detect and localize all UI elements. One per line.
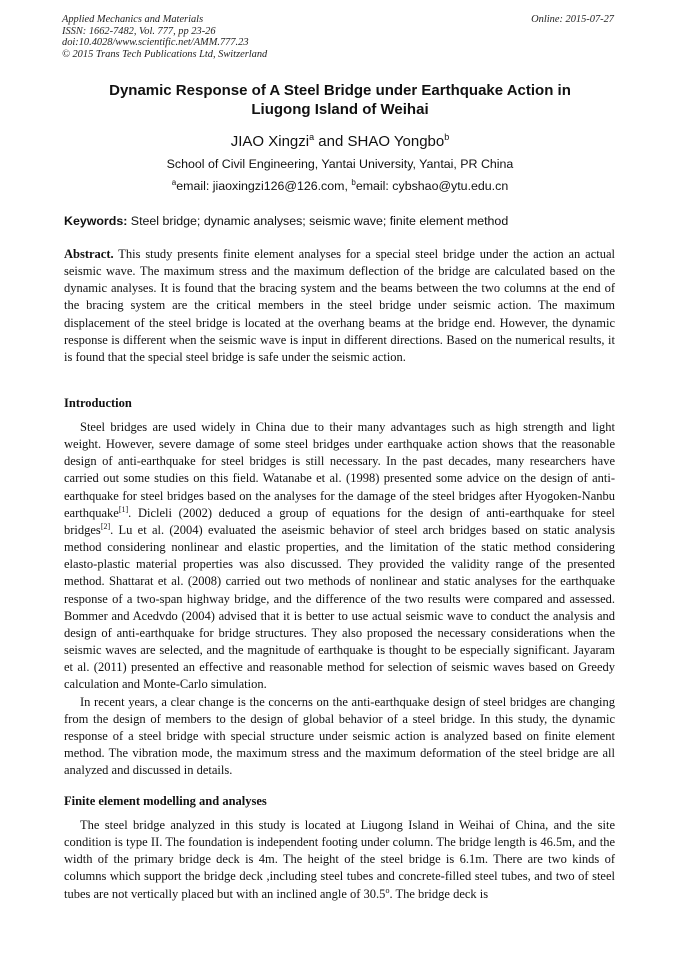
- citation-1: [1]: [118, 504, 129, 514]
- intro-p1-text-a: Steel bridges are used widely in China due to their many advantages such as high strength and light weight. However, severe damage of some steel bridges under earthquake action shows that the reasonable design of anti-earthquake for steel bridges is still necessary. In the past decades, many researchers have carried out some studies on this field. Watanabe et al. (1998) presented some advice on the design of anti-earthquake for steel bridges based on the analyses for the damage of the steel bridges after Hyogoken-Nanbu earthquake: [64, 420, 615, 520]
- fem-p1-text-b: . The bridge deck is: [389, 886, 489, 901]
- abstract: [64, 246, 615, 366]
- intro-paragraph-1: [64, 419, 615, 694]
- paper-title: [64, 81, 616, 119]
- email-a-sup: a: [171, 178, 177, 187]
- degree-sup: o: [385, 885, 390, 895]
- fem-paragraph-1: [64, 817, 615, 903]
- journal-header: [62, 14, 622, 60]
- online-date: Online: 2015-07-27: [531, 14, 614, 25]
- keywords: [64, 213, 616, 229]
- email-a: email: jiaoxingzi126@126.com,: [176, 179, 352, 193]
- email-b: email: cybshao@ytu.edu.cn: [355, 179, 509, 193]
- intro-p1-text-b: . Dicleli (2002) deduced a group of equations for the design of anti-earthquake for steel bridges: [64, 505, 615, 537]
- author-1-sup: a: [309, 132, 315, 142]
- intro-p1-text-c: . Lu et al. (2004) evaluated the aseismic behavior of steel arch bridges based on static analysis method considering nonlinear and elastic properties, and the limitation of the static method considering elasto-plastic material properties was also discussed. They provided the validity range of the presented method. Shattarat et al. (2008) carried out two methods of nonlinear and static analyses for the earthquake response of a two-span highway bridge, and the difference of the two results were compared and assessed. Bommer and Acedvdo (2004) advised that it is better to use actual seismic wave to conduct the analysis and design of anti-earthquake for bridge structures. They also proposed the necessary considerations when the seismic waves are selected, and the magnitude of earthquake is thought to be especially significant. Jayaram et al. (2011) presented an effective and reasonable method for selection of seismic waves based on Greedy calculation and Monte-Carlo simulation.: [64, 522, 615, 692]
- doi-line: doi:10.4028/www.scientific.net/AMM.777.23: [62, 37, 249, 49]
- author-conj: and: [314, 133, 348, 150]
- keywords-text: Steel bridge; dynamic analyses; seismic wave; finite element method: [127, 214, 509, 228]
- copyright-line: © 2015 Trans Tech Publications Ltd, Switzerland: [62, 48, 268, 60]
- title-line-1: Dynamic Response of A Steel Bridge under Earthquake Action in: [109, 82, 571, 99]
- email-line: [64, 178, 616, 194]
- author-2: SHAO Yongbo: [347, 133, 445, 150]
- journal-name: Applied Mechanics and Materials: [62, 14, 204, 25]
- keywords-label: Keywords:: [64, 214, 128, 228]
- email-b-sup: b: [351, 178, 356, 187]
- introduction-heading: Introduction: [64, 396, 132, 410]
- citation-2: [2]: [100, 521, 111, 531]
- author-1: JIAO Xingzi: [230, 133, 310, 150]
- author-line: [64, 132, 616, 151]
- fem-body: [64, 817, 615, 903]
- fem-heading: Finite element modelling and analyses: [64, 794, 267, 808]
- introduction-body: [64, 419, 615, 779]
- intro-paragraph-2: In recent years, a clear change is the concerns on the anti-earthquake design of steel bridges are changing from the design of members to the design of global behavior of a steel bridge. In this study, the dynamic response of a steel bridge with special structure under seismic action is analyzed based on finite element method. The vibration mode, the maximum stress and the maximum deformation of the steel bridge are all analyzed and discussed in details.: [64, 694, 615, 778]
- title-line-2: Liugong Island of Weihai: [251, 101, 429, 118]
- affiliation: School of Civil Engineering, Yantai University, Yantai, PR China: [166, 157, 514, 171]
- issn-line: ISSN: 1662-7482, Vol. 777, pp 23-26: [62, 25, 216, 37]
- abstract-label: Abstract.: [64, 247, 114, 261]
- author-2-sup: b: [444, 132, 450, 142]
- abstract-text: This study presents finite element analyses for a special steel bridge under the action an actual seismic wave. The maximum stress and the maximum deflection of the bridge are calculated based on the dynamic analyses. It is found that the bracing system and the beams between the two columns at the end of the bracing system are the critical members in the steel bridge under seismic action. The maximum displacement of the steel bridge is located at the overhang beams at the bridge end. However, the dynamic response is different when the seismic wave is input in different directions. Based on the numerical results, it is found that the special steel bridge is safe under the seismic action.: [64, 247, 615, 364]
- fem-p1-text-a: The steel bridge analyzed in this study is located at Liugong Island in Weihai of China, and the site condition is type II. The foundation is independent footing under column. The bridge length is 46.5m, and the width of the primary bridge deck is 4m. The height of the steel bridge is 6.1m. There are two kinds of columns which support the bridge deck ,including steel tubes and concrete-filled steel tubes, and two of steel tubes are not vertically placed but with an inclined angle of 30.5: [64, 818, 615, 901]
